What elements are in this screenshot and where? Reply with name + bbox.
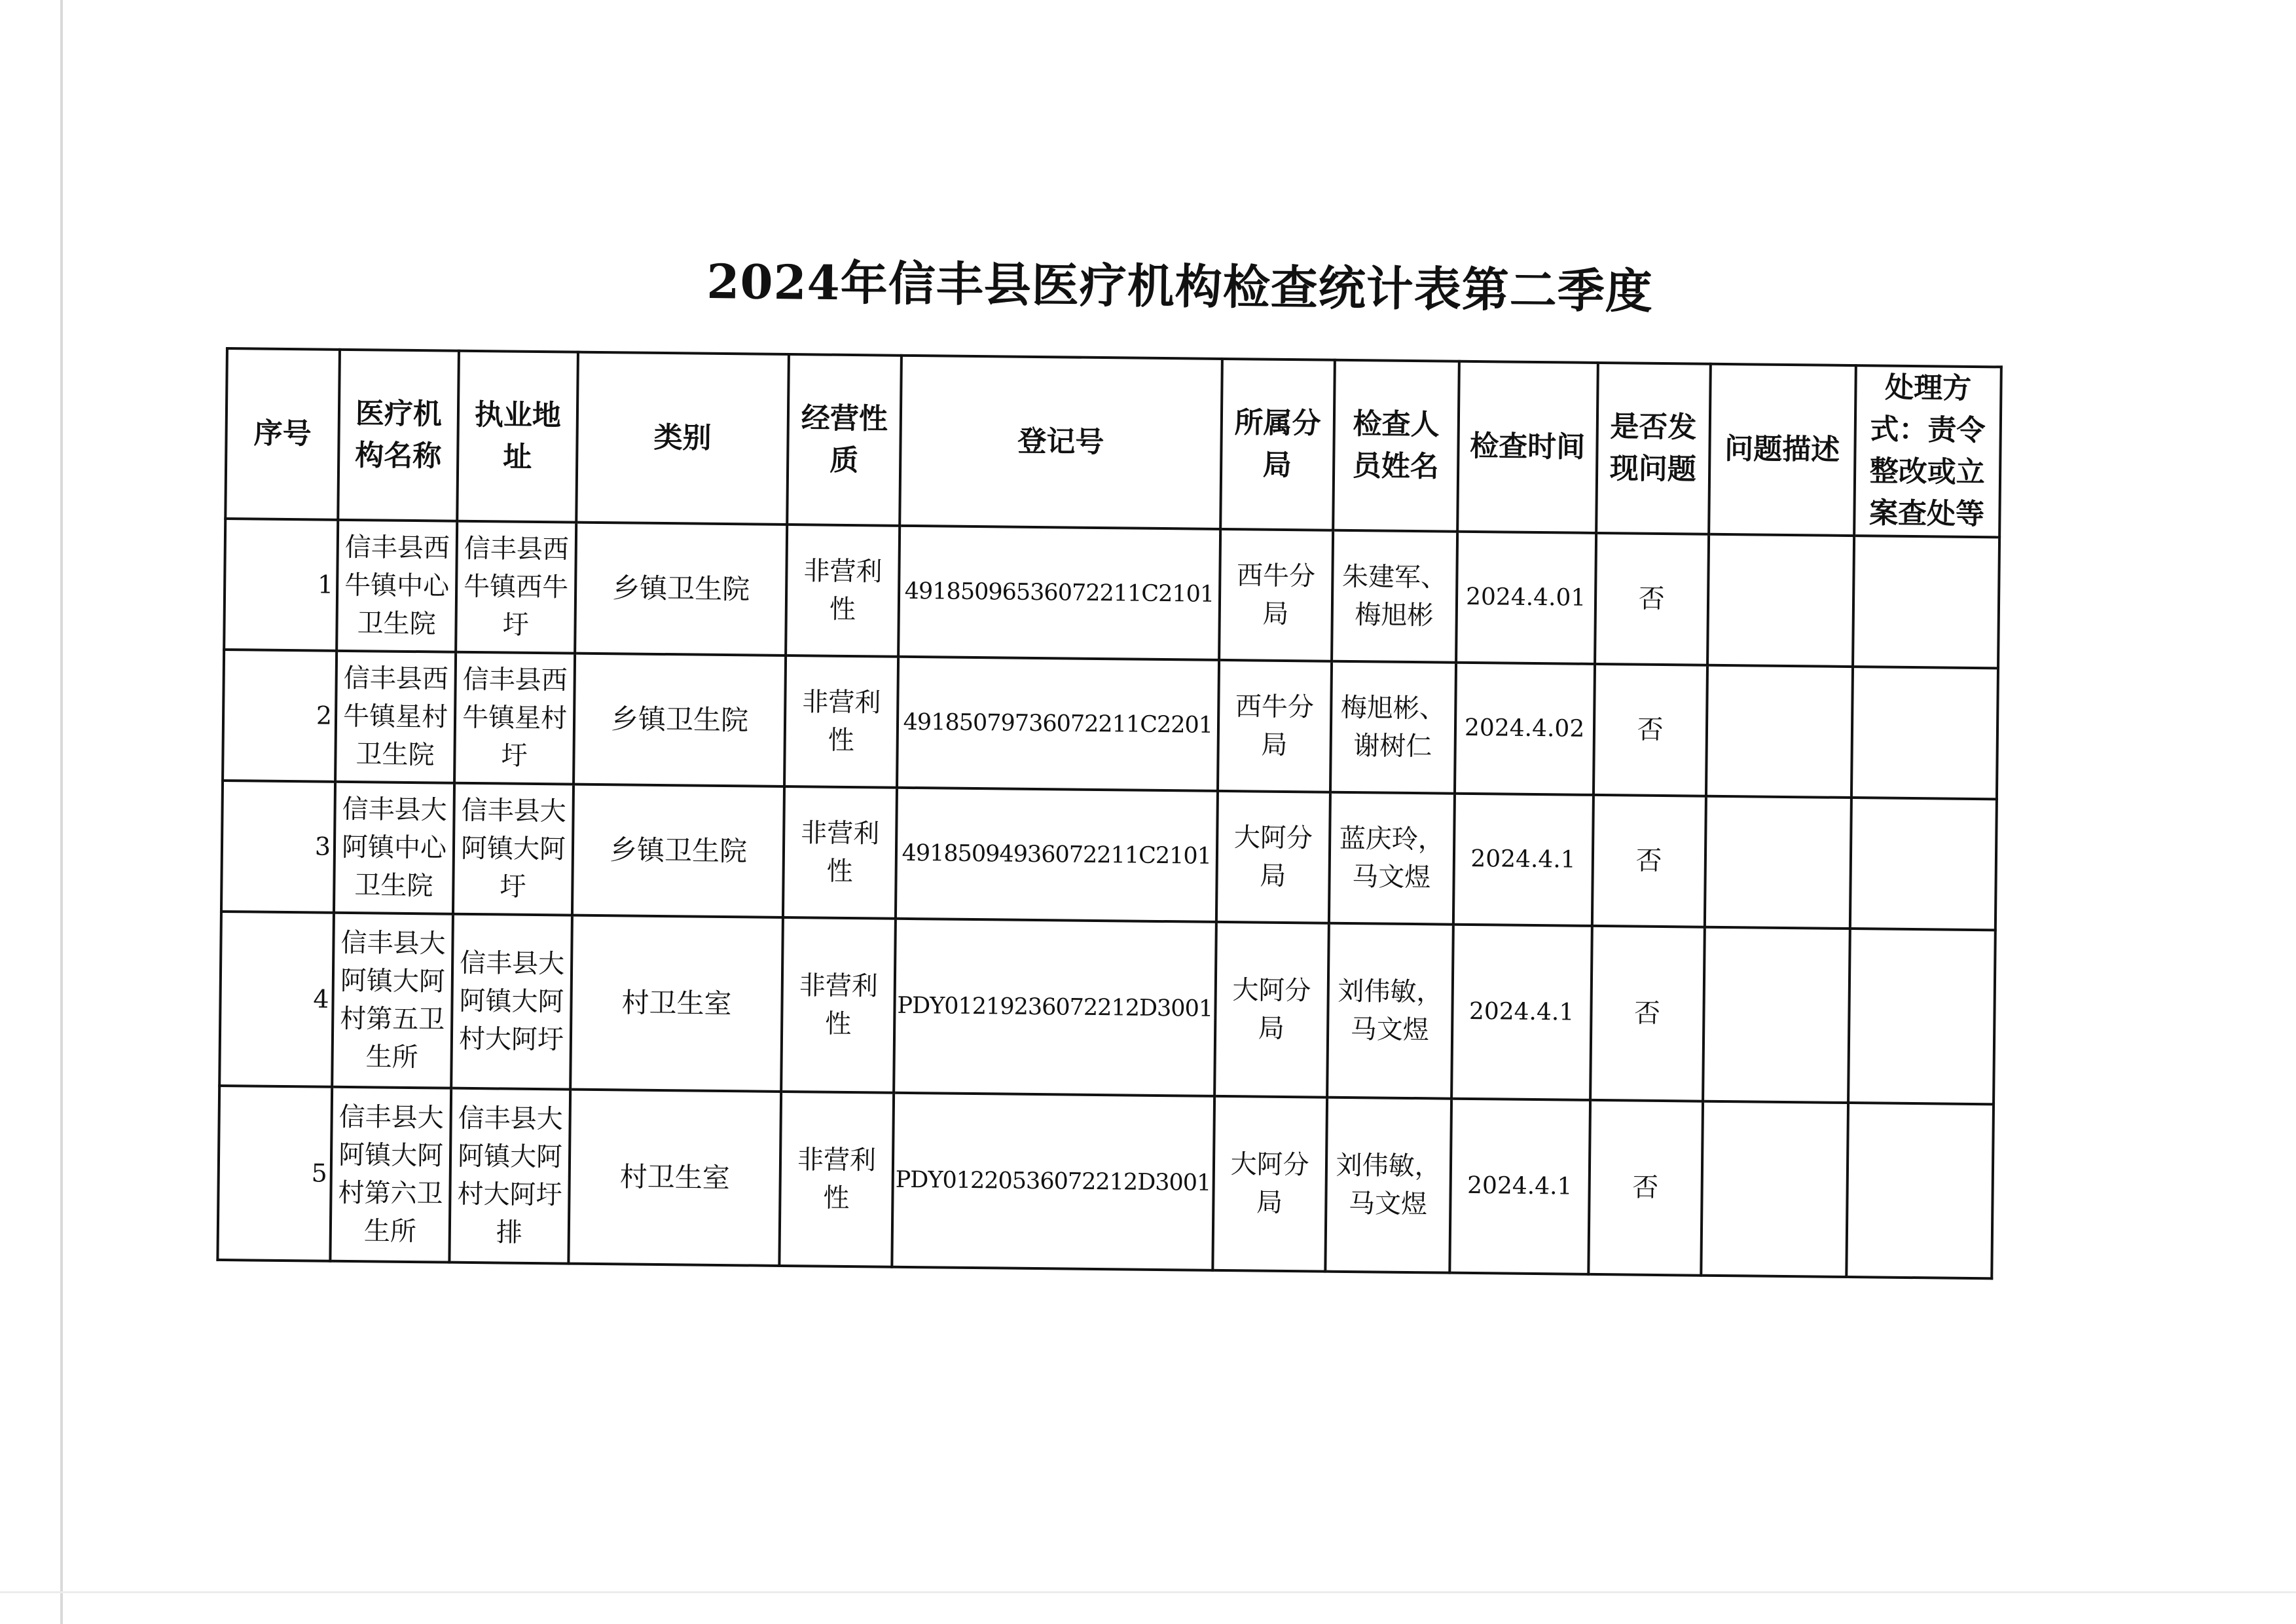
inspection-table	[216, 347, 2002, 1280]
header-institution-name: 医疗机构名称	[338, 350, 459, 521]
cell-address: 信丰县大阿镇大阿圩	[453, 783, 574, 915]
cell-branch: 西牛分局	[1219, 529, 1333, 661]
cell-handling-method	[1851, 667, 1998, 799]
cell-institution-name: 信丰县大阿镇大阿村第六卫生所	[330, 1087, 451, 1263]
inspection-table-wrapper	[216, 347, 2002, 1280]
cell-seq: 2	[223, 650, 337, 782]
table-row	[223, 650, 1998, 799]
header-branch: 所属分局	[1220, 359, 1335, 530]
cell-registration-number: PDY01219236072212D3001	[894, 919, 1216, 1096]
table-header-row	[225, 348, 2001, 537]
header-issue-description: 问题描述	[1709, 364, 1856, 536]
table-row	[221, 781, 1997, 930]
cell-institution-name: 信丰县大阿镇大阿村第五卫生所	[332, 913, 453, 1088]
cell-category: 乡镇卫生院	[572, 784, 784, 917]
cell-nature: 非营利性	[781, 917, 896, 1093]
header-inspectors: 检查人员姓名	[1333, 360, 1459, 532]
header-problem-found: 是否发现问题	[1596, 363, 1711, 534]
cell-nature: 非营利性	[779, 1092, 894, 1267]
table-row	[219, 912, 1995, 1104]
cell-inspection-date: 2024.4.1	[1453, 794, 1593, 926]
cell-branch: 西牛分局	[1218, 660, 1332, 792]
cell-issue-description	[1703, 927, 1850, 1103]
table-row	[217, 1086, 1993, 1278]
cell-address: 信丰县大阿镇大阿村大阿圩	[451, 914, 572, 1090]
scan-left-edge	[60, 0, 63, 1624]
cell-handling-method	[1853, 536, 1999, 668]
cell-nature: 非营利性	[786, 525, 900, 657]
cell-seq: 1	[224, 519, 338, 651]
cell-institution-name: 信丰县西牛镇星村卫生院	[335, 651, 456, 783]
cell-seq: 5	[217, 1086, 332, 1261]
scan-bottom-edge	[0, 1591, 2296, 1593]
cell-category: 乡镇卫生院	[575, 523, 787, 655]
cell-registration-number: 49185096536072211C2101	[898, 526, 1220, 660]
cell-registration-number: PDY01220536072212D3001	[892, 1093, 1214, 1270]
table-row	[224, 519, 1999, 668]
cell-institution-name: 信丰县西牛镇中心卫生院	[337, 520, 457, 652]
cell-branch: 大阿分局	[1216, 791, 1330, 923]
cell-handling-method	[1846, 1103, 1994, 1278]
cell-problem-found: 否	[1588, 1100, 1703, 1276]
cell-problem-found: 否	[1590, 926, 1705, 1101]
cell-problem-found: 否	[1592, 795, 1705, 927]
header-address: 执业地址	[457, 351, 578, 523]
cell-address: 信丰县西牛镇星村圩	[454, 652, 575, 784]
cell-nature: 非营利性	[783, 786, 897, 919]
cell-problem-found: 否	[1594, 664, 1707, 796]
cell-inspection-date: 2024.4.02	[1455, 663, 1595, 795]
cell-category: 村卫生室	[570, 915, 783, 1092]
cell-branch: 大阿分局	[1214, 922, 1329, 1098]
cell-registration-number: 49185079736072211C2201	[897, 657, 1219, 791]
cell-category: 乡镇卫生院	[574, 654, 786, 786]
cell-inspection-date: 2024.4.01	[1456, 532, 1596, 664]
header-inspection-date: 检查时间	[1457, 361, 1598, 533]
document-title: 2024年信丰县医疗机构检查统计表第二季度	[706, 253, 1654, 320]
cell-inspectors: 蓝庆玲，马文煜	[1328, 792, 1454, 925]
header-nature: 经营性质	[787, 354, 902, 526]
header-handling-method: 处理方式：责令整改或立案查处等	[1854, 365, 2001, 537]
header-seq: 序号	[225, 348, 340, 520]
cell-inspection-date: 2024.4.1	[1449, 1099, 1590, 1274]
cell-address: 信丰县西牛镇西牛圩	[456, 521, 576, 654]
cell-handling-method	[1850, 798, 1996, 930]
cell-issue-description	[1704, 796, 1851, 929]
cell-institution-name: 信丰县大阿镇中心卫生院	[334, 782, 454, 914]
cell-issue-description	[1707, 534, 1854, 667]
cell-handling-method	[1848, 929, 1995, 1104]
cell-inspectors: 刘伟敏，马文煜	[1325, 1098, 1451, 1273]
cell-registration-number: 49185094936072211C2101	[896, 788, 1218, 922]
cell-nature: 非营利性	[784, 655, 898, 788]
cell-address: 信丰县大阿镇大阿村大阿圩排	[449, 1088, 570, 1264]
cell-branch: 大阿分局	[1212, 1096, 1327, 1272]
header-registration-number: 登记号	[900, 356, 1222, 529]
cell-problem-found: 否	[1595, 533, 1709, 665]
cell-inspectors: 朱建军、梅旭彬	[1332, 530, 1457, 663]
header-category: 类别	[576, 352, 789, 525]
cell-seq: 4	[219, 912, 334, 1087]
cell-category: 村卫生室	[568, 1090, 781, 1266]
cell-seq: 3	[221, 781, 335, 913]
cell-inspectors: 梅旭彬、谢树仁	[1330, 661, 1456, 794]
cell-issue-description	[1706, 665, 1853, 798]
cell-issue-description	[1701, 1101, 1848, 1277]
cell-inspection-date: 2024.4.1	[1451, 925, 1592, 1100]
cell-inspectors: 刘伟敏，马文煜	[1327, 923, 1453, 1099]
